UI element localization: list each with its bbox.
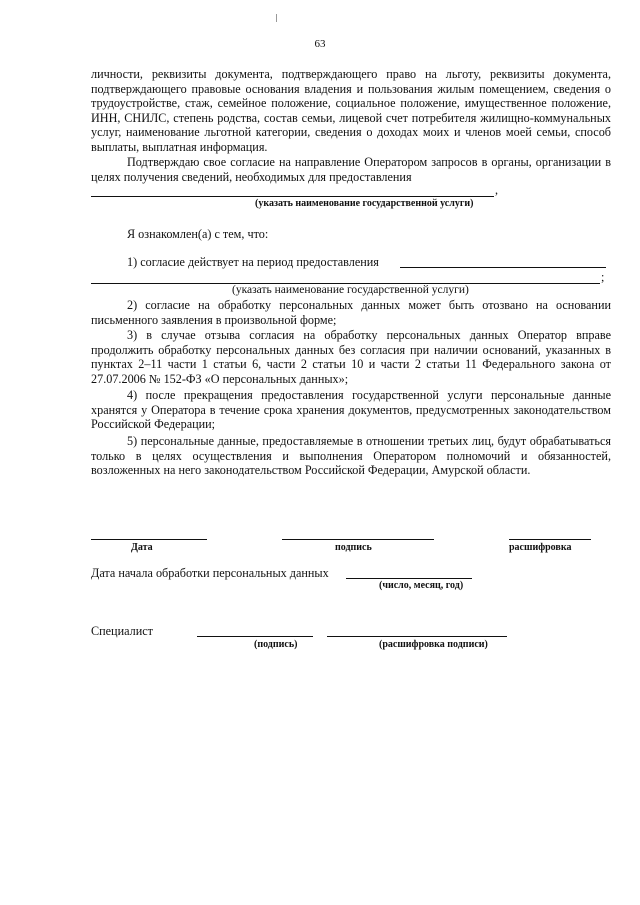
specialist-decode-line bbox=[327, 636, 507, 637]
start-date-label: Дата начала обработки персональных данных bbox=[91, 566, 329, 580]
item-4-paragraph: 4) после прекращения предоставления государственной услуги персональные данные хранятся у Оператора в течение срока хранения документов, предусмотренных законодательством Российской Федерации; bbox=[91, 388, 611, 432]
specialist-decode-caption: (расшифровка подписи) bbox=[379, 639, 488, 650]
item-1-text: 1) согласие действует на период предоставления bbox=[127, 255, 379, 269]
item-3-paragraph: 3) в случае отзыва согласия на обработку персональных данных Оператор вправе продолжить обработку персональных данных без согласия при наличии оснований, указанных в пунктах 2–11 части 1 статьи 6, части 2 статьи 10 и части 2 статьи 11 Федерального закона от 27.07.2006 № 152-ФЗ «О персональных данных»; bbox=[91, 328, 611, 386]
date-caption: Дата bbox=[131, 542, 153, 553]
start-date-line bbox=[346, 578, 472, 579]
intro-paragraph: личности, реквизиты документа, подтверждающего право на льготу, реквизиты документа, подтверждающего правовые основания владения и пользования жилым помещением, сведения о трудоустройстве, стаж, семейное положение, социальное положение, имущественное положение, ИНН, СНИЛС, степень родства, состав семьи, лицевой счет потребителя жилищно-коммунальных услуг, наименование льготной категории, сведения о доходах моих и членов моей семьи, способ выплаты, выплатная информация. bbox=[91, 67, 611, 154]
service-caption-1: (указать наименование государственной услуги) bbox=[255, 198, 474, 209]
item-1-period-line bbox=[400, 267, 606, 268]
item-1-semicolon: ; bbox=[601, 270, 605, 284]
consent-paragraph: Подтверждаю свое согласие на направление Оператором запросов в органы, организации в целях получения сведений, необходимых для предоставления bbox=[91, 155, 611, 184]
date-signature-line bbox=[91, 539, 207, 540]
service-name-line-1 bbox=[91, 196, 494, 197]
service-caption-2: (указать наименование государственной услуги) bbox=[232, 284, 469, 296]
decode-caption: расшифровка bbox=[509, 542, 572, 553]
item-5-paragraph: 5) персональные данные, предоставляемые в отношении третьих лиц, будут обрабатываться только в целях осуществления и выполнения Оператором полномочий и обязанностей, возложенных на него законодательством Российской Федерации, Амурской области. bbox=[91, 434, 611, 478]
decode-signature-line bbox=[509, 539, 591, 540]
specialist-sign-line bbox=[197, 636, 313, 637]
scan-mark bbox=[276, 14, 277, 22]
start-date-caption: (число, месяц, год) bbox=[379, 580, 464, 591]
page-number: 63 bbox=[314, 38, 326, 50]
item-2-paragraph: 2) согласие на обработку персональных данных может быть отозвано на основании письменного заявления в произвольной форме; bbox=[91, 298, 611, 327]
consent-comma: , bbox=[495, 183, 499, 197]
sign-caption: подпись bbox=[335, 542, 372, 553]
sign-signature-line bbox=[282, 539, 434, 540]
acknowledge-text: Я ознакомлен(а) с тем, что: bbox=[127, 227, 269, 241]
specialist-sign-caption: (подпись) bbox=[254, 639, 298, 650]
specialist-label: Специалист bbox=[91, 624, 153, 638]
